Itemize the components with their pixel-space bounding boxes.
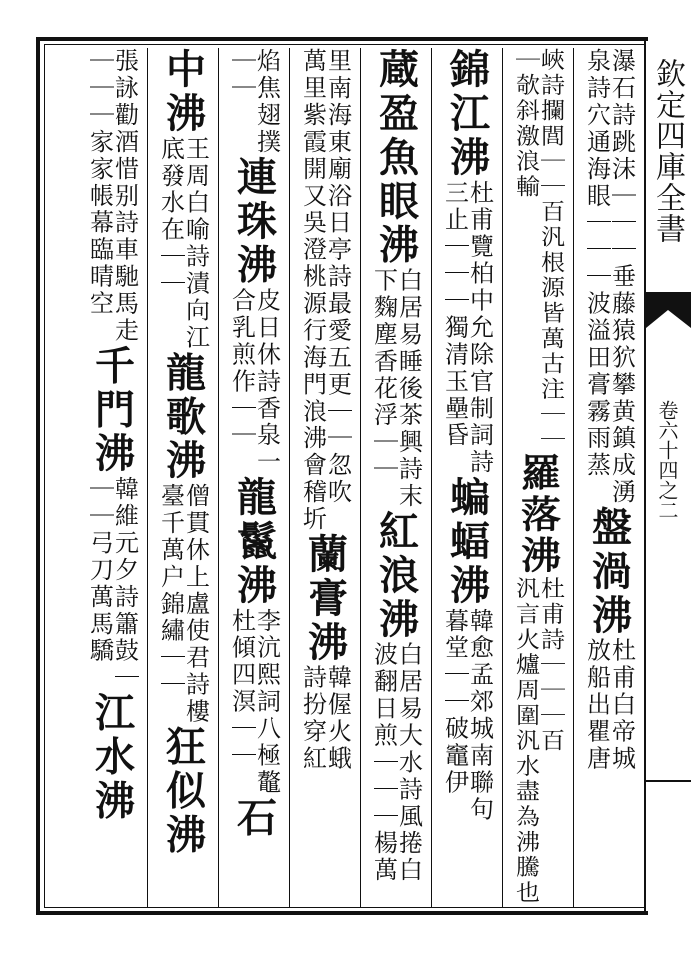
book-title: 欽定四庫全書 [650,58,685,244]
column-rule [431,48,432,908]
annotation-line: 底發水在｜｜ [156,135,185,298]
column-rule [502,48,503,908]
annotation-line: ｜｜弓刀萬馬驕 [85,476,114,665]
annotation-line: 下麴塵香花浮｜｜ [369,267,398,483]
annotation-block [442,608,492,823]
annotation-line: 韓維元夕詩簫鼓｜ [110,476,139,692]
entry-heading: 江水沸 [88,691,136,824]
annotation-line: 王周白喻詩漬向江 [181,135,210,352]
annotation-line: 放船出瞿唐 [582,637,611,773]
text-column [157,48,208,906]
annotation-line: 萬里紫霞開又吳澄桃源行海門浪沸會稽圻 [298,48,327,533]
annotation-block [371,267,421,509]
annotation-line: 白居易睡後茶興詩末 [394,267,423,510]
annotation-line: 韓偓火蛾 [323,664,352,773]
annotation-line: 泉詩穴通海眼｜｜｜波溢田膏霧雨蒸 [582,48,611,479]
annotation-block [158,136,208,351]
annotation-line: ｜｜ [227,48,256,102]
entry-heading: 羅落沸 [514,453,562,577]
entry-heading: 錦江沸 [443,48,491,180]
annotation-line: ｜｜｜家家帳幕臨晴空 [85,48,114,318]
annotation-line: 詩扮穿紅 [298,664,327,773]
text-column [441,48,492,906]
annotation-line: 峽詩攔閭｜｜百汎根源皆萬古注｜｜ [536,48,565,454]
annotation-block [229,287,279,476]
margin-divider [646,780,691,782]
entry-heading: 龍歌沸 [159,351,207,483]
annotation-block [229,48,279,156]
entry-heading: 蔵盈魚眼沸 [372,48,420,268]
annotation-block [513,48,563,453]
text-column [299,48,350,906]
column-rule [147,48,148,908]
entry-heading: 蝙蝠沸 [443,476,491,608]
entry-heading: 龍鬣沸 [230,476,278,608]
annotation-line: 韓愈孟郊城南聯句 [465,607,494,824]
annotation-line: 白居易大水詩風捲白 [394,641,423,885]
entry-heading: 中沸 [159,48,207,136]
annotation-block [442,180,492,476]
volume-label: 卷六十四之二 [655,400,679,520]
column-rule [360,48,361,908]
annotation-block [300,48,350,533]
annotation-line: 杜甫覽柏中允除官制詞詩 [465,179,494,477]
annotation-block [300,665,350,773]
annotation-line: 杜甫詩｜｜｜百 [536,576,565,755]
annotation-line: 僧貫休上盧使君詩樓 [181,482,210,726]
annotation-line: 焰焦翅撲 [252,48,281,156]
annotation-line: 里南海東廟浴日亭詩最愛五更｜｜忽吹 [323,48,352,506]
annotation-line: 波翻日煎｜｜｜楊萬 [369,641,398,885]
annotation-block [87,48,137,344]
entry-heading: 紅浪沸 [372,509,420,642]
annotation-line: 張詠勸酒惜别詩車馳馬走 [110,48,139,345]
annotation-block [158,483,208,725]
annotation-line: 暮堂｜｜破竈伊 [440,607,469,797]
annotation-block [584,48,634,506]
column-rule [218,48,219,908]
annotation-line: 臺千萬户錦繡｜｜ [156,482,185,699]
entry-heading: 蘭膏沸 [301,532,349,665]
annotation-block [584,638,634,773]
text-column [370,48,421,906]
annotation-block [513,577,563,906]
annotation-line: 瀑石詩跳沫｜｜｜垂藤猿狖攀黄鎮成湧 [607,48,636,506]
text-column [228,48,279,906]
annotation-line: 杜甫白帝城 [607,637,636,773]
annotation-line: 合乳煎作｜｜ [227,287,256,450]
entry-heading: 狂似沸 [159,725,207,858]
entry-heading: 石 [230,796,278,841]
annotation-line: 皮日休詩香泉一 [252,287,281,477]
column-rule [289,48,290,908]
annotation-line: 三止｜｜｜獨清玉壘昏 [440,179,469,450]
entry-heading: 盤渦沸 [585,505,633,638]
fish-tail-mark [646,292,691,328]
annotation-block [87,476,137,691]
text-column [583,48,634,906]
annotation-line: 李沆熙詞八極鼇 [252,607,281,797]
annotation-block [371,642,421,884]
entry-heading: 連珠沸 [230,155,278,288]
annotation-line: ｜欹斜激浪輸 [511,48,540,200]
annotation-line: 汎言火爐周圍汎水盡為沸騰也 [511,576,540,906]
text-column [86,48,137,906]
text-column [511,48,565,906]
annotation-line: 杜傾四溟｜｜ [227,607,256,770]
entry-heading: 千門沸 [88,344,136,477]
annotation-block [229,608,279,797]
column-rule [573,48,574,908]
